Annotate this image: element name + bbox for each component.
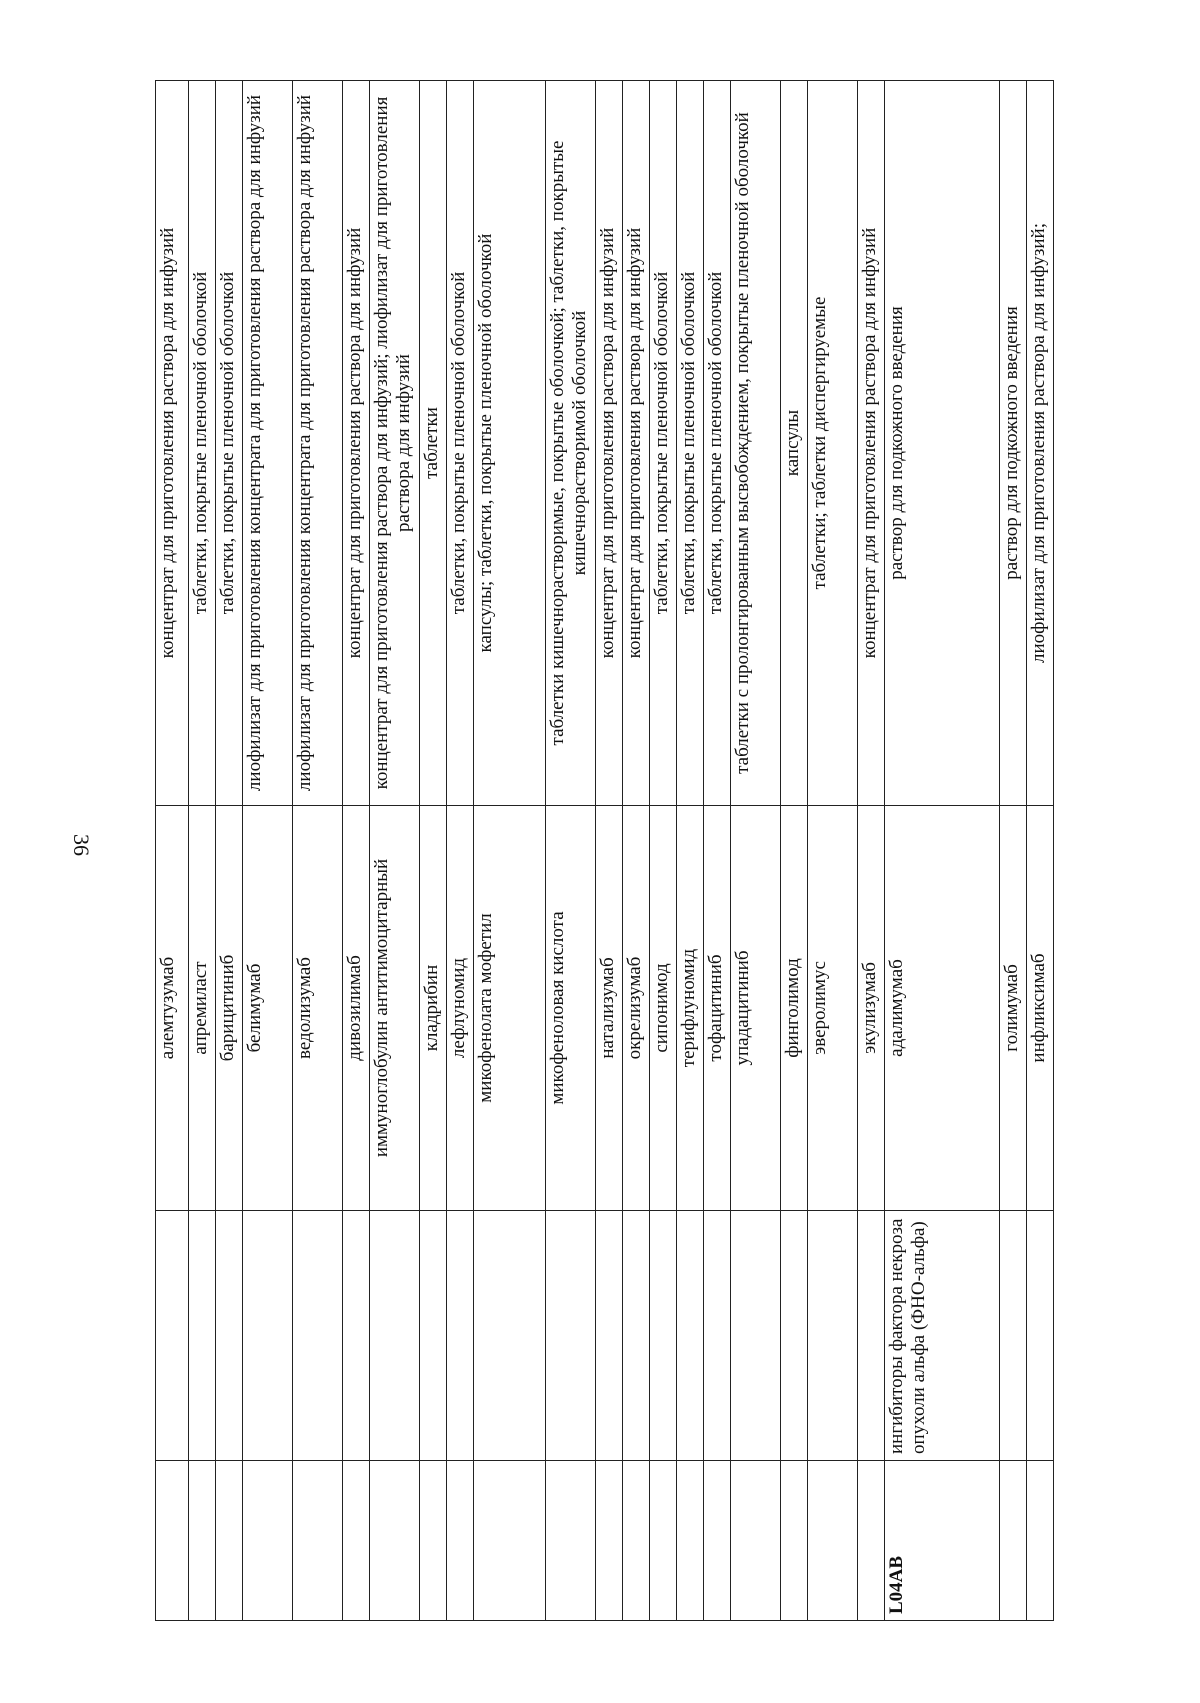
medication-cell: адалимумаб bbox=[885, 806, 1000, 1211]
group-cell bbox=[370, 1211, 420, 1461]
dosage-form-cell: концентрат для приготовления раствора для инфузий bbox=[623, 81, 650, 806]
group-cell bbox=[623, 1211, 650, 1461]
dosage-form-cell: таблетки, покрытые пленочной оболочкой bbox=[447, 81, 474, 806]
code-cell bbox=[677, 1461, 704, 1621]
code-cell bbox=[189, 1461, 216, 1621]
table-row bbox=[623, 81, 650, 1621]
medication-cell: натализумаб bbox=[596, 806, 623, 1211]
table-row bbox=[447, 81, 474, 1621]
group-cell bbox=[447, 1211, 474, 1461]
group-cell bbox=[596, 1211, 623, 1461]
document-table-rotated bbox=[155, 81, 1049, 1621]
medication-cell: апремиласт bbox=[189, 806, 216, 1211]
dosage-form-cell: таблетки, покрытые пленочной оболочкой bbox=[189, 81, 216, 806]
code-cell bbox=[243, 1461, 293, 1621]
code-cell bbox=[781, 1461, 808, 1621]
dosage-form-cell: концентрат для приготовления раствора для инфузий bbox=[596, 81, 623, 806]
table-row bbox=[596, 81, 623, 1621]
code-cell bbox=[370, 1461, 420, 1621]
medication-cell: иммуноглобулин антитимоцитарный bbox=[370, 806, 420, 1211]
medication-cell: белимумаб bbox=[243, 806, 293, 1211]
medication-cell: микофеноловая кислота bbox=[546, 806, 596, 1211]
dosage-form-cell: таблетки, покрытые пленочной оболочкой bbox=[650, 81, 677, 806]
dosage-form-cell: концентрат для приготовления раствора для инфузий bbox=[343, 81, 370, 806]
code-cell bbox=[1027, 1461, 1054, 1621]
table-row bbox=[731, 81, 781, 1621]
group-cell bbox=[546, 1211, 596, 1461]
dosage-form-cell: лиофилизат для приготовления концентрата для приготовления раствора для инфузий bbox=[243, 81, 293, 806]
group-cell bbox=[189, 1211, 216, 1461]
group-cell: ингибиторы фактора некроза опухоли альфа (ФНО-альфа) bbox=[885, 1211, 1000, 1461]
table-row bbox=[293, 81, 343, 1621]
group-cell bbox=[293, 1211, 343, 1461]
medication-cell: ведолизумаб bbox=[293, 806, 343, 1211]
table-row bbox=[243, 81, 293, 1621]
group-cell bbox=[216, 1211, 243, 1461]
table-row bbox=[370, 81, 420, 1621]
medication-cell: сипонимод bbox=[650, 806, 677, 1211]
group-cell bbox=[650, 1211, 677, 1461]
dosage-form-cell: таблетки, покрытые пленочной оболочкой bbox=[704, 81, 731, 806]
dosage-form-cell: концентрат для приготовления раствора для инфузий bbox=[858, 81, 885, 806]
dosage-form-cell: концентрат для приготовления раствора для инфузий; лиофилизат для приготовления раствора для инфузий bbox=[370, 81, 420, 806]
table-row bbox=[156, 81, 189, 1621]
code-cell bbox=[650, 1461, 677, 1621]
medication-cell: экулизумаб bbox=[858, 806, 885, 1211]
code-cell bbox=[420, 1461, 447, 1621]
group-cell bbox=[677, 1211, 704, 1461]
dosage-form-cell: раствор для подкожного введения bbox=[1000, 81, 1027, 806]
group-cell bbox=[243, 1211, 293, 1461]
medication-cell: тофацитиниб bbox=[704, 806, 731, 1211]
drug-table bbox=[155, 80, 1054, 1621]
table-row bbox=[1000, 81, 1027, 1621]
dosage-form-cell: таблетки bbox=[420, 81, 447, 806]
code-cell bbox=[623, 1461, 650, 1621]
dosage-form-cell: таблетки; таблетки диспергируемые bbox=[808, 81, 858, 806]
group-cell bbox=[343, 1211, 370, 1461]
code-cell bbox=[1000, 1461, 1027, 1621]
medication-cell: микофенолата мофетил bbox=[474, 806, 546, 1211]
code-cell bbox=[596, 1461, 623, 1621]
medication-cell: алемтузумаб bbox=[156, 806, 189, 1211]
code-cell bbox=[731, 1461, 781, 1621]
medication-cell: кладрибин bbox=[420, 806, 447, 1211]
table-row bbox=[474, 81, 546, 1621]
dosage-form-cell: капсулы; таблетки, покрытые пленочной оболочкой bbox=[474, 81, 546, 806]
dosage-form-cell: лиофилизат для приготовления раствора для инфузий; bbox=[1027, 81, 1054, 806]
medication-cell: инфликсимаб bbox=[1027, 806, 1054, 1211]
medication-cell: эверолимус bbox=[808, 806, 858, 1211]
page-number: 36 bbox=[69, 834, 94, 856]
code-cell bbox=[808, 1461, 858, 1621]
table-row bbox=[546, 81, 596, 1621]
table-row bbox=[189, 81, 216, 1621]
group-cell bbox=[704, 1211, 731, 1461]
medication-cell: терифлуномид bbox=[677, 806, 704, 1211]
code-cell bbox=[343, 1461, 370, 1621]
dosage-form-cell: раствор для подкожного введения bbox=[885, 81, 1000, 806]
dosage-form-cell: таблетки, покрытые пленочной оболочкой bbox=[216, 81, 243, 806]
table-row bbox=[420, 81, 447, 1621]
dosage-form-cell: таблетки с пролонгированным высвобождением, покрытые пленочной оболочкой bbox=[731, 81, 781, 806]
medication-cell: лефлуномид bbox=[447, 806, 474, 1211]
dosage-form-cell: таблетки кишечнорастворимые, покрытые оболочкой; таблетки, покрытые кишечнорастворимой оболочкой bbox=[546, 81, 596, 806]
medication-cell: упадацитиниб bbox=[731, 806, 781, 1211]
code-cell bbox=[474, 1461, 546, 1621]
group-cell bbox=[474, 1211, 546, 1461]
code-cell bbox=[858, 1461, 885, 1621]
group-cell bbox=[420, 1211, 447, 1461]
code-cell bbox=[156, 1461, 189, 1621]
group-cell bbox=[808, 1211, 858, 1461]
table-row bbox=[704, 81, 731, 1621]
code-cell bbox=[293, 1461, 343, 1621]
table-row bbox=[677, 81, 704, 1621]
group-cell bbox=[1027, 1211, 1054, 1461]
group-cell bbox=[1000, 1211, 1027, 1461]
code-cell bbox=[216, 1461, 243, 1621]
dosage-form-cell: капсулы bbox=[781, 81, 808, 806]
medication-cell: окрелизумаб bbox=[623, 806, 650, 1211]
dosage-form-cell: таблетки, покрытые пленочной оболочкой bbox=[677, 81, 704, 806]
table-row bbox=[343, 81, 370, 1621]
drug-table-body bbox=[156, 81, 1054, 1621]
dosage-form-cell: концентрат для приготовления раствора для инфузий bbox=[156, 81, 189, 806]
table-row bbox=[858, 81, 885, 1621]
code-cell bbox=[546, 1461, 596, 1621]
table-row bbox=[650, 81, 677, 1621]
medication-cell: финголимод bbox=[781, 806, 808, 1211]
group-cell bbox=[858, 1211, 885, 1461]
medication-cell: дивозилимаб bbox=[343, 806, 370, 1211]
table-row bbox=[885, 81, 1000, 1621]
medication-cell: голимумаб bbox=[1000, 806, 1027, 1211]
table-row bbox=[781, 81, 808, 1621]
medication-cell: барицитиниб bbox=[216, 806, 243, 1211]
group-cell bbox=[156, 1211, 189, 1461]
table-row bbox=[216, 81, 243, 1621]
table-row bbox=[808, 81, 858, 1621]
code-cell bbox=[704, 1461, 731, 1621]
group-cell bbox=[781, 1211, 808, 1461]
table-row bbox=[1027, 81, 1054, 1621]
code-cell: L04AB bbox=[885, 1461, 1000, 1621]
code-cell bbox=[447, 1461, 474, 1621]
group-cell bbox=[731, 1211, 781, 1461]
dosage-form-cell: лиофилизат для приготовления концентрата для приготовления раствора для инфузий bbox=[293, 81, 343, 806]
